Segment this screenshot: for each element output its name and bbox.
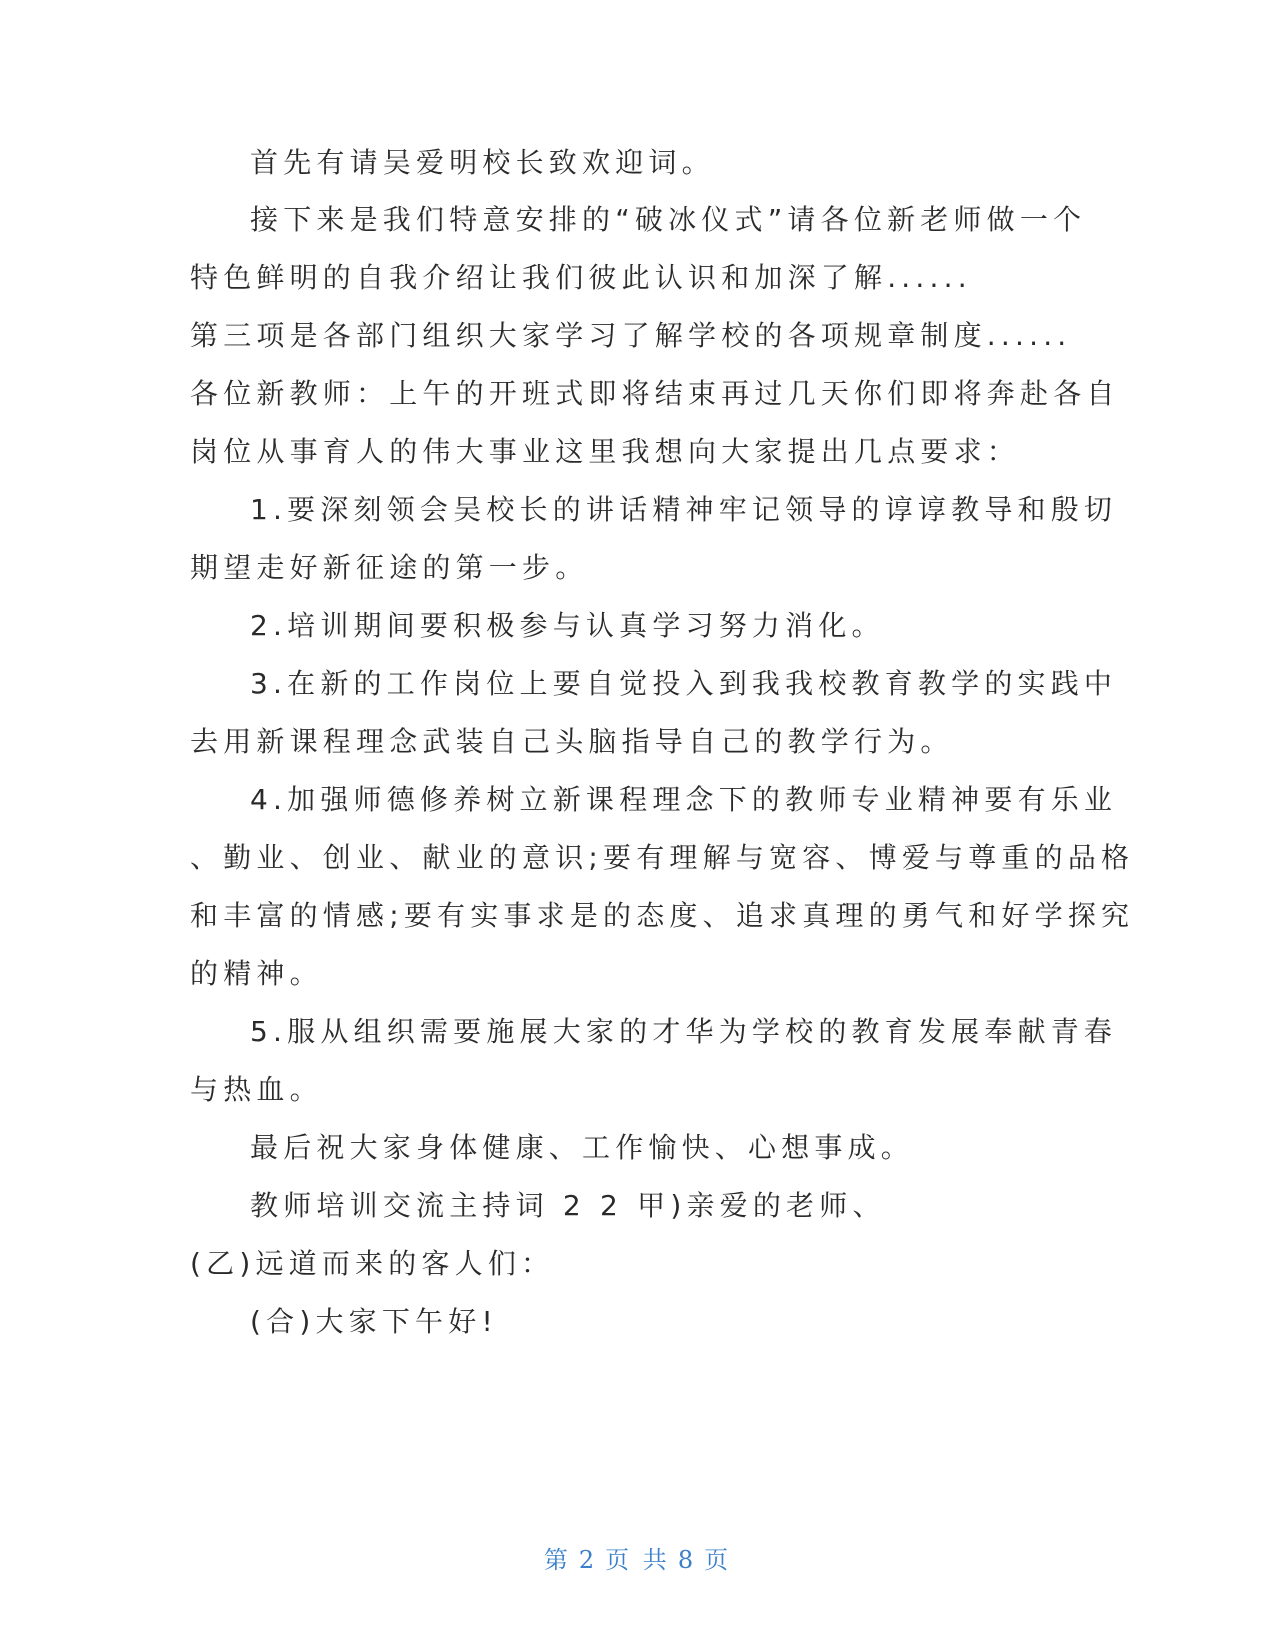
total-pages-number: 8 bbox=[677, 1546, 697, 1574]
paragraph-line: 去用新课程理念武装自己头脑指导自己的教学行为。 bbox=[190, 725, 954, 758]
list-item-2: 2.培训期间要积极参与认真学习努力消化。 bbox=[250, 609, 885, 642]
paragraph-line: 最后祝大家身体健康、工作愉快、心想事成。 bbox=[250, 1131, 915, 1164]
list-item-3: 3.在新的工作岗位上要自觉投入到我我校教育教学的实践中 bbox=[250, 667, 1118, 700]
paragraph-line: 首先有请吴爱明校长致欢迎词。 bbox=[250, 146, 715, 179]
paragraph-line: 期望走好新征途的第一步。 bbox=[190, 551, 589, 584]
list-item-4: 4.加强师德修养树立新课程理念下的教师专业精神要有乐业 bbox=[250, 783, 1118, 816]
footer-suffix: 页 bbox=[704, 1546, 732, 1574]
paragraph-line: 与热血。 bbox=[190, 1073, 323, 1106]
paragraph-line: 岗位从事育人的伟大事业这里我想向大家提出几点要求： bbox=[190, 435, 1021, 468]
footer-prefix: 第 bbox=[543, 1546, 571, 1574]
paragraph-line: 第三项是各部门组织大家学习了解学校的各项规章制度...... bbox=[190, 319, 1072, 352]
list-item-5: 5.服从组织需要施展大家的才华为学校的教育发展奉献青春 bbox=[250, 1015, 1118, 1048]
paragraph-line: 的精神。 bbox=[190, 957, 323, 990]
paragraph-line: 教师培训交流主持词 2 2 甲)亲爱的老师、 bbox=[250, 1189, 886, 1222]
list-item-1: 1.要深刻领会吴校长的讲话精神牢记领导的谆谆教导和殷切 bbox=[250, 493, 1118, 526]
paragraph-line: 和丰富的情感;要有实事求是的态度、追求真理的勇气和好学探究 bbox=[190, 899, 1135, 932]
paragraph-line: 接下来是我们特意安排的“破冰仪式”请各位新老师做一个 bbox=[250, 203, 1087, 236]
current-page-number: 2 bbox=[578, 1546, 598, 1574]
footer-middle: 页 共 bbox=[605, 1546, 670, 1574]
paragraph-line: 、勤业、创业、献业的意识;要有理解与宽容、博爱与尊重的品格 bbox=[190, 841, 1135, 874]
paragraph-line: 特色鲜明的自我介绍让我们彼此认识和加深了解...... bbox=[190, 261, 972, 294]
paragraph-line: (合)大家下午好! bbox=[250, 1305, 498, 1338]
paragraph-line: 各位新教师：上午的开班式即将结束再过几天你们即将奔赴各自 bbox=[190, 377, 1120, 410]
paragraph-line: (乙)远道而来的客人们： bbox=[190, 1247, 555, 1280]
page-number-footer bbox=[0, 1540, 1275, 1575]
